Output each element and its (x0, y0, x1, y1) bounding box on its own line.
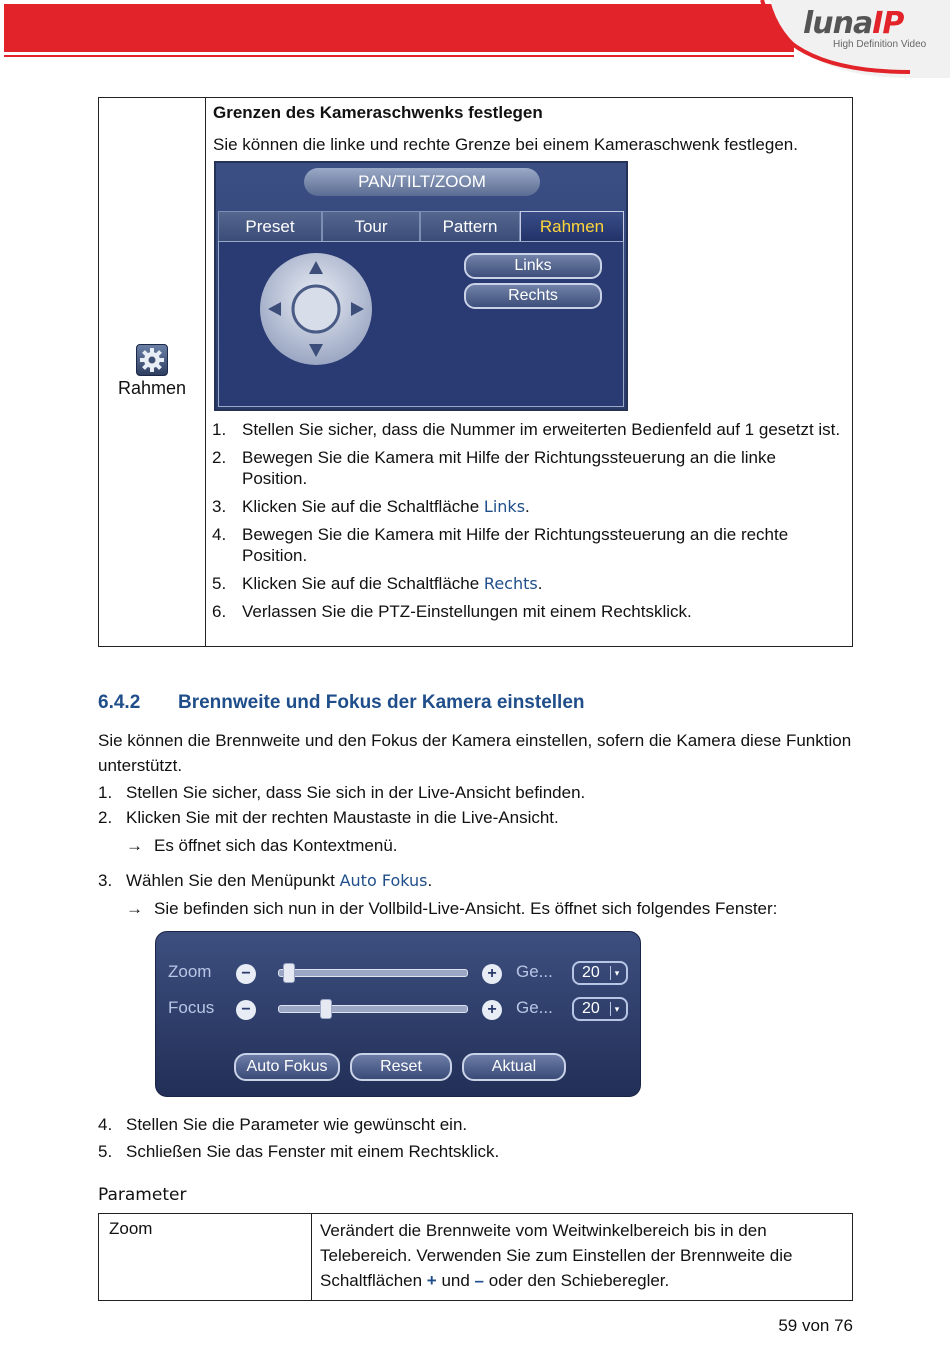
aktual-button[interactable]: Aktual (462, 1053, 566, 1081)
focus-speed-label: Ge... (516, 998, 553, 1017)
focus-slider-track[interactable] (278, 1005, 468, 1013)
list-item: 3. Klicken Sie auf die Schaltfläche Links. (212, 497, 530, 516)
logo-tagline: High Definition Video (833, 39, 927, 50)
ptz-tabs (218, 211, 624, 241)
zoom-plus-button[interactable]: + (482, 964, 502, 984)
zoom-label: Zoom (168, 962, 212, 981)
header-red-line (4, 55, 794, 57)
tab-rahmen[interactable]: Rahmen (520, 211, 624, 241)
chevron-down-icon: ▾ (610, 1002, 623, 1016)
zoom-minus-button[interactable]: − (236, 964, 256, 984)
cell-title: Grenzen des Kameraschwenks festlegen (213, 103, 543, 122)
rahmen-label: Rahmen (117, 378, 187, 398)
zoom-speed-select[interactable]: 20 ▾ (572, 961, 628, 985)
tab-tour[interactable]: Tour (322, 211, 420, 241)
cell-description: Sie können die linke und rechte Grenze bei einem Kameraschwenk festlegen. (213, 135, 798, 154)
focus-speed-select[interactable]: 20 ▾ (572, 997, 628, 1021)
parameter-key: Zoom (109, 1219, 153, 1238)
header-red-bar (4, 4, 794, 52)
list-item: 1. Stellen Sie sicher, dass die Nummer im erweiterten Bedienfeld auf 1 gesetzt ist. (212, 420, 841, 439)
ptz-screenshot (214, 161, 628, 411)
section-intro: Sie können die Brennweite und den Fokus der Kamera einstellen, sofern die Kamera diese Funktion unterstützt. (98, 731, 852, 775)
section-number: 6.4.2 (98, 692, 141, 713)
reset-button[interactable]: Reset (350, 1053, 452, 1081)
focus-plus-button[interactable]: + (482, 1000, 502, 1020)
gear-icon (136, 344, 168, 376)
list-item: 6. Verlassen Sie die PTZ-Einstellungen mit einem Rechtsklick. (212, 602, 692, 621)
parameter-value: Verändert die Brennweite vom Weitwinkelbereich bis in den Telebereich. Verwenden Sie zum Einstellen der Brennweite die Schaltflächen + und – oder den Schieberegler. (320, 1221, 793, 1290)
focus-minus-button[interactable]: − (236, 1000, 256, 1020)
zoom-speed-label: Ge... (516, 962, 553, 981)
zoom-slider-track[interactable] (278, 969, 468, 977)
list-item: 2. Bewegen Sie die Kamera mit Hilfe der Richtungssteuerung an die linke Position. (212, 448, 776, 488)
direction-pad[interactable] (258, 251, 374, 367)
list-item: 4. Bewegen Sie die Kamera mit Hilfe der Richtungssteuerung an die rechte Position. (212, 525, 789, 565)
section-title: Brennweite und Fokus der Kamera einstellen (178, 692, 585, 713)
arrow-icon: → (126, 836, 143, 855)
focus-slider-thumb[interactable] (320, 999, 332, 1019)
zoom-slider-thumb[interactable] (283, 963, 295, 983)
auto-fokus-button[interactable]: Auto Fokus (234, 1053, 340, 1081)
company-logo: lunaIP (803, 6, 904, 41)
tab-preset[interactable]: Preset (218, 211, 322, 241)
page-number: 59 von 76 (778, 1316, 853, 1335)
arrow-icon: → (126, 899, 143, 918)
focus-label: Focus (168, 998, 215, 1017)
parameter-table (98, 1213, 853, 1301)
parameter-heading: Parameter (98, 1185, 187, 1205)
zoom-focus-screenshot (155, 931, 641, 1097)
chevron-down-icon: ▾ (610, 966, 623, 980)
result-line: → Es öffnet sich das Kontextmenü. (126, 836, 398, 855)
ptz-title: PAN/TILT/ZOOM (304, 168, 540, 196)
rahmen-steps (212, 419, 842, 629)
result-line: → Sie befinden sich nun in der Vollbild-Live-Ansicht. Es öffnet sich folgendes Fenster: (126, 899, 778, 918)
rechts-button[interactable]: Rechts (464, 283, 602, 309)
list-item: 5. Klicken Sie auf die Schaltfläche Rechts. (212, 574, 543, 593)
links-button[interactable]: Links (464, 253, 602, 279)
tab-pattern[interactable]: Pattern (420, 211, 520, 241)
